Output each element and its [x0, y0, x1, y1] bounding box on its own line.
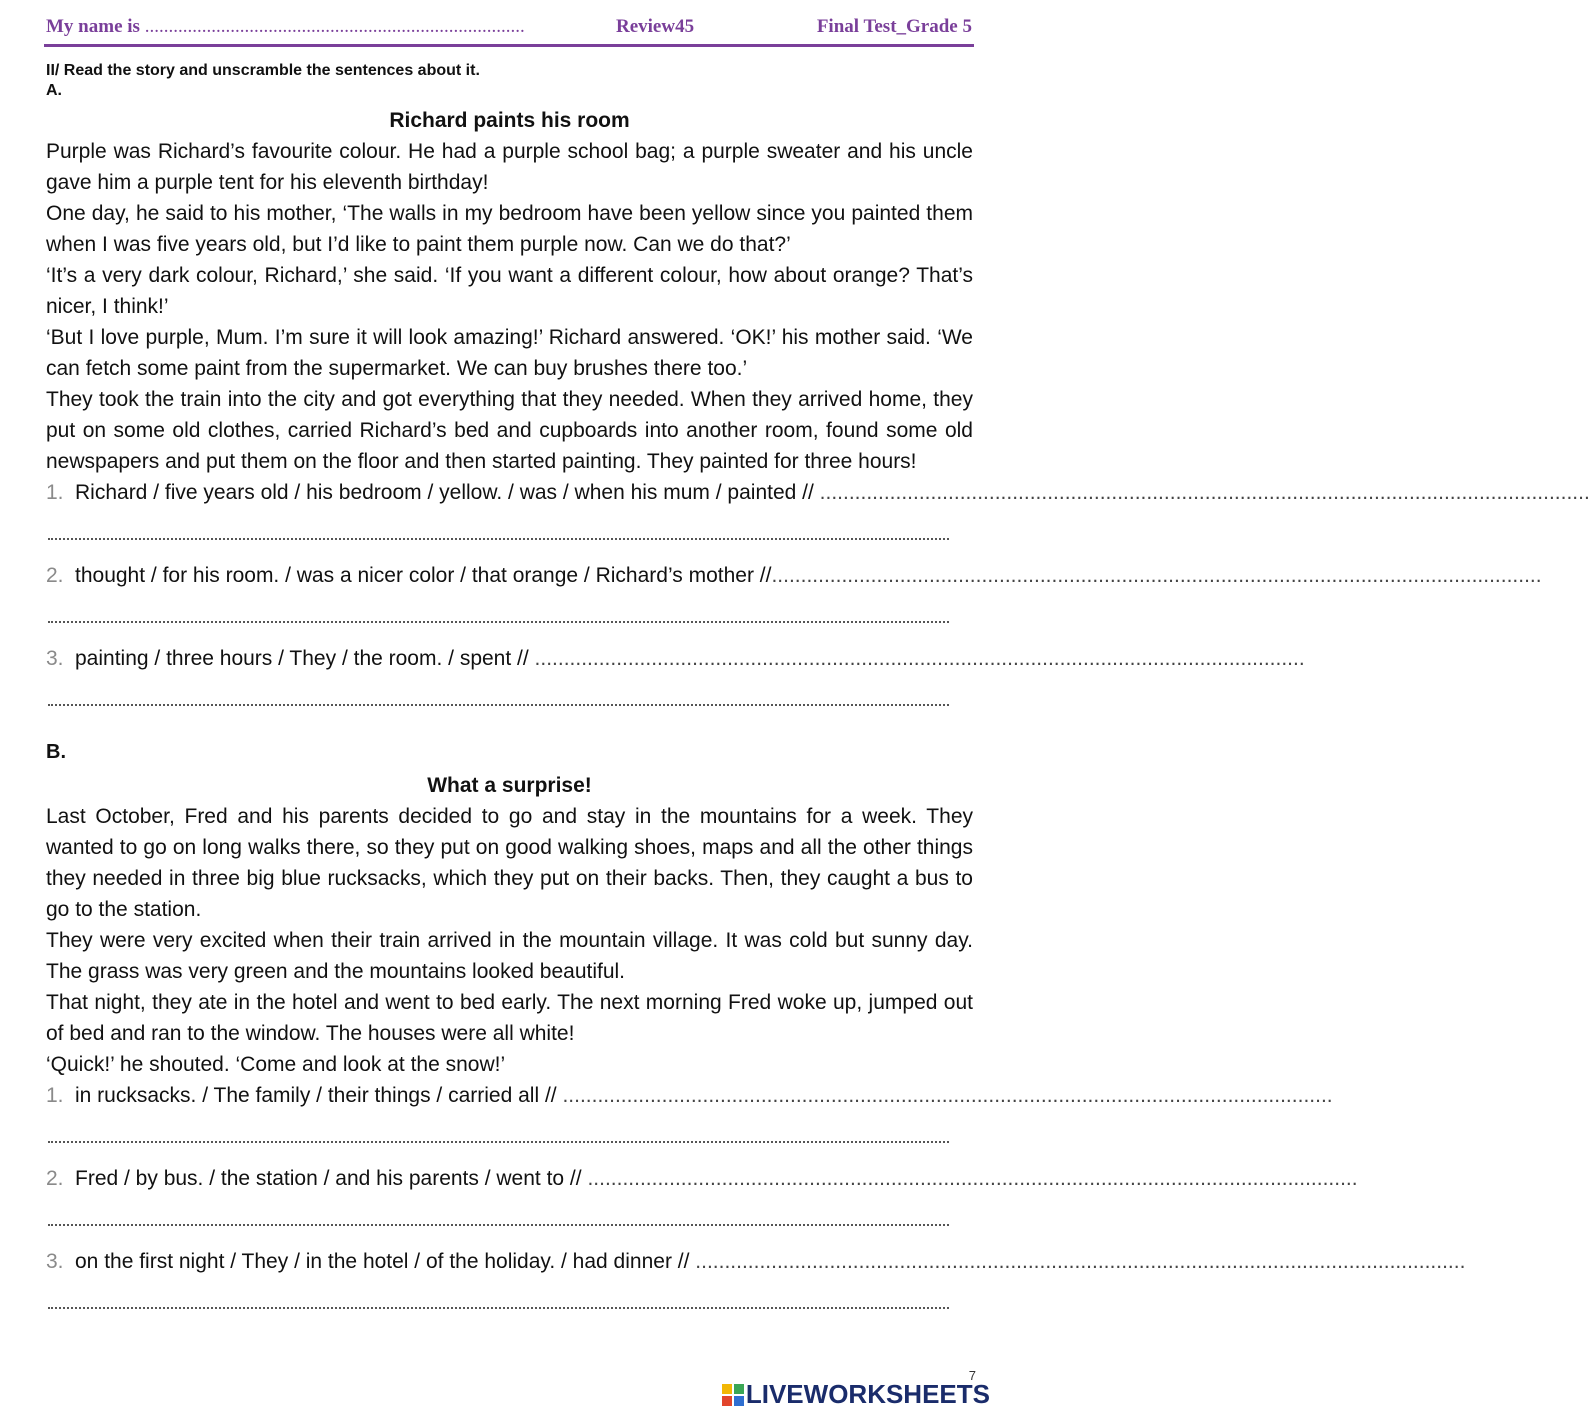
- review-label: Review45: [616, 16, 695, 37]
- story-a-paragraph: They took the train into the city and got everything that they needed. When they arrived home, they put on some old clothes, carried Richard’s bed and cupboards into another room, found some old newspapers and put them on the floor and then started painting. They painted for three hours!: [46, 388, 973, 473]
- question-number: 1.: [46, 481, 64, 504]
- question-a2: 2. thought / for his room. / was a nicer color / that orange / Richard’s mother //....................................................................................................................................: [46, 560, 949, 591]
- story-a-paragraph: One day, he said to his mother, ‘The walls in my bedroom have been yellow since you painted them when I was five years old, but I’d like to paint them purple now. Can we do that?’: [46, 202, 973, 256]
- question-b2: 2. Fred / by bus. / the station / and his parents / went to // ....................................................................................................................................: [46, 1163, 949, 1194]
- question-text: Richard / five years old / his bedroom / yellow. / was / when his mum / painted //: [75, 481, 814, 504]
- footer-brand[interactable]: [722, 1379, 990, 1409]
- question-text: Fred / by bus. / the station / and his parents / went to //: [75, 1167, 582, 1190]
- story-a-paragraph: Purple was Richard’s favourite colour. He had a purple school bag; a purple sweater and his uncle gave him a purple tent for his eleventh birthday!: [46, 140, 973, 194]
- answer-line-b1[interactable]: [46, 1111, 949, 1163]
- answer-line-b3[interactable]: [46, 1277, 949, 1329]
- section-a-title: Richard paints his room: [389, 109, 630, 132]
- story-a-paragraph: ‘It’s a very dark colour, Richard,’ she said. ‘If you want a different colour, how about orange? That’s nicer, I think!’: [46, 264, 973, 318]
- brand-name: LIVEWORKSHEETS: [745, 1379, 990, 1409]
- grade-label: Final Test_Grade 5: [816, 16, 972, 37]
- question-a3: 3. painting / three hours / They / the room. / spent // ....................................................................................................................................: [46, 643, 949, 674]
- header-rule: [44, 44, 974, 47]
- question-number: 3.: [46, 647, 64, 670]
- question-text: on the first night / They / in the hotel / of the holiday. / had dinner //: [75, 1250, 690, 1273]
- story-b-paragraph: That night, they ate in the hotel and went to bed early. The next morning Fred woke up, jumped out of bed and ran to the window. The houses were all white!: [46, 991, 973, 1045]
- question-number: 2.: [46, 564, 64, 587]
- story-b-paragraph: Last October, Fred and his parents decided to go and stay in the mountains for a week. They wanted to go on long walks there, so they put on good walking shoes, maps and all the other things they needed in three big blue rucksacks, which they put on their backs. Then, they caught a bus to go to the station.: [46, 805, 973, 921]
- question-a1: 1. Richard / five years old / his bedroom / yellow. / was / when his mum / painted // ....................................................................................................................................: [46, 477, 949, 508]
- story-a-paragraph: ‘But I love purple, Mum. I’m sure it will look amazing!’ Richard answered. ‘OK!’ his mother said. ‘We can fetch some paint from the supermarket. We can buy brushes there too.’: [46, 326, 973, 380]
- story-b-paragraph: ‘Quick!’ he shouted. ‘Come and look at the snow!’: [46, 1053, 506, 1076]
- section-b-title: What a surprise!: [427, 774, 592, 797]
- answer-line-a2[interactable]: [46, 591, 949, 643]
- question-text: painting / three hours / They / the room. / spent //: [75, 647, 529, 670]
- section-b-label: B.: [46, 741, 66, 763]
- section-a-label: A.: [46, 82, 62, 99]
- story-b-paragraph: They were very excited when their train arrived in the mountain village. It was cold but sunny day. The grass was very green and the mountains looked beautiful.: [46, 929, 973, 983]
- answer-line-a3[interactable]: [46, 674, 949, 726]
- name-label: My name is: [46, 16, 140, 37]
- worksheet-content: [46, 61, 1590, 1329]
- liveworksheets-logo-icon: [722, 1384, 744, 1406]
- name-field: [46, 16, 525, 38]
- question-number: 3.: [46, 1250, 64, 1273]
- question-number: 1.: [46, 1084, 64, 1107]
- question-b1: 1. in rucksacks. / The family / their things / carried all // ....................................................................................................................................: [46, 1080, 949, 1111]
- question-number: 2.: [46, 1167, 64, 1190]
- question-b3: 3. on the first night / They / in the hotel / of the holiday. / had dinner // ....................................................................................................................................: [46, 1246, 949, 1277]
- page-header: [46, 14, 972, 44]
- question-text: thought / for his room. / was a nicer color / that orange / Richard’s mother //: [75, 564, 772, 587]
- question-text: in rucksacks. / The family / their things / carried all //: [75, 1084, 557, 1107]
- instruction: II/ Read the story and unscramble the sentences about it.: [46, 62, 480, 79]
- name-blank[interactable]: ................................................................................: [144, 16, 525, 37]
- answer-line-b2[interactable]: [46, 1194, 949, 1246]
- answer-line-a1[interactable]: [46, 508, 949, 560]
- page-number: 7: [968, 1368, 976, 1383]
